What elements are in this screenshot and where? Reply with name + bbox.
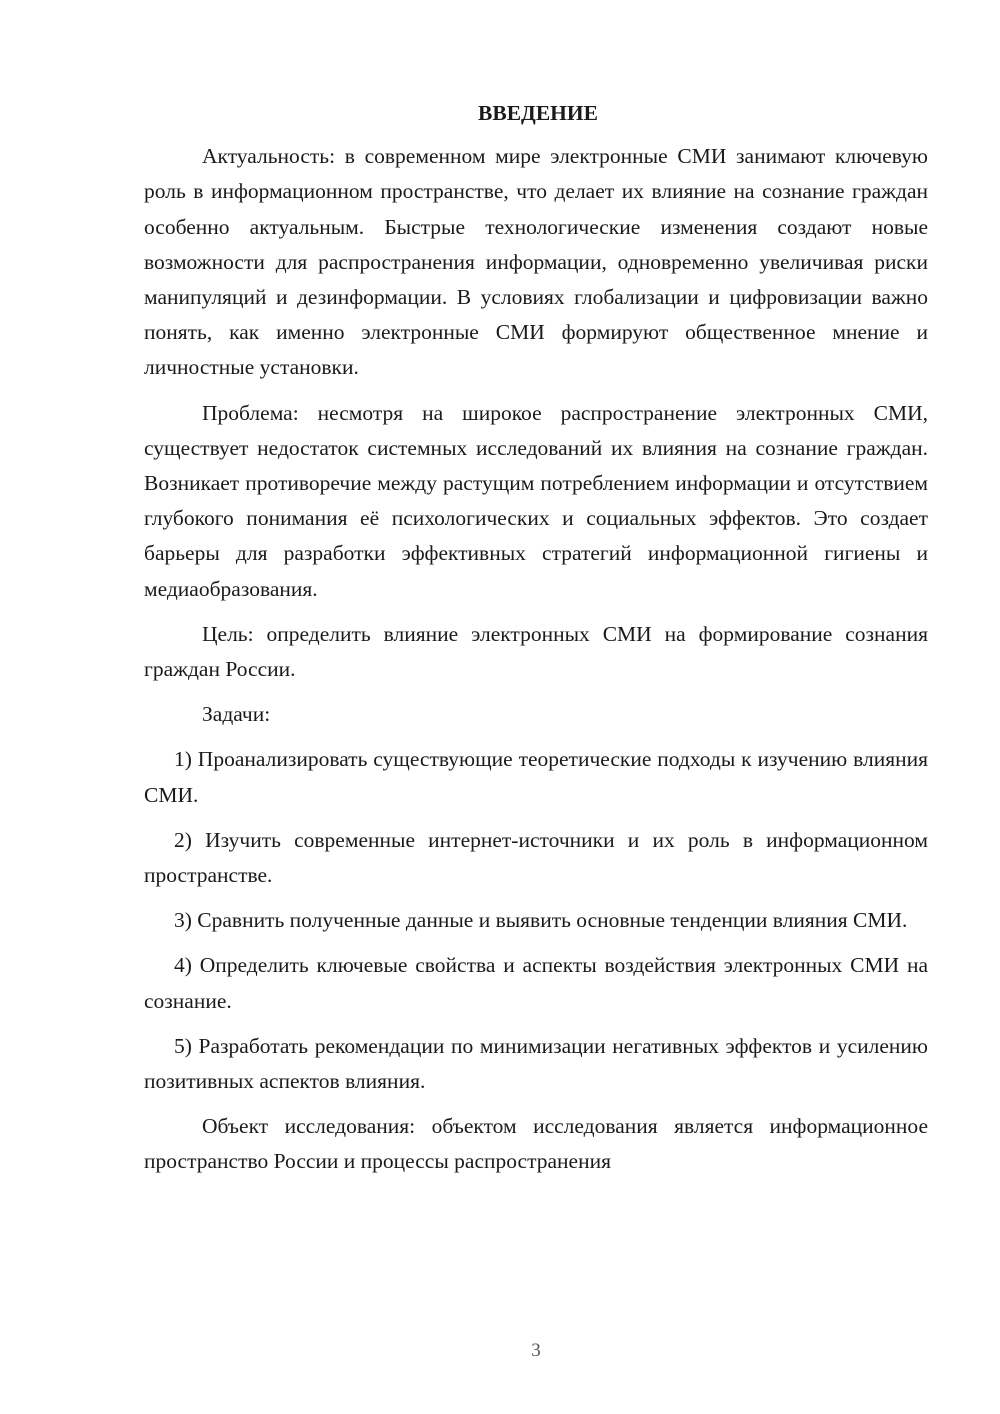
paragraph-relevance: Актуальность: в современном мире электронные СМИ занимают ключевую роль в информационном пространстве, что делает их влияние на сознание граждан особенно актуальным. Быстрые технологические изменения создают новые возможности для распространения информации, одновременно увеличивая риски манипуляций и дезинформации. В условиях глобализации и цифровизации важно понять, как именно электронные СМИ формируют общественное мнение и личностные установки. bbox=[144, 144, 928, 380]
task-item-3: 3) Сравнить полученные данные и выявить основные тенденции влияния СМИ. bbox=[174, 908, 908, 933]
paragraph-goal: Цель: определить влияние электронных СМИ на формирование сознания граждан России. bbox=[144, 621, 928, 682]
page-number: 3 bbox=[531, 1340, 541, 1361]
tasks-label: Задачи: bbox=[202, 702, 271, 727]
task-item-4: 4) Определить ключевые свойства и аспекты воздействия электронных СМИ на сознание. bbox=[144, 953, 928, 1013]
paragraph-object: Объект исследования: объектом исследования является информационное пространство России и процессы распространения bbox=[144, 1114, 928, 1174]
task-item-2: 2) Изучить современные интернет-источники и их роль в информационном пространстве. bbox=[144, 827, 928, 888]
task-item-5: 5) Разработать рекомендации по минимизации негативных эффектов и усилению позитивных аспектов влияния. bbox=[144, 1033, 928, 1094]
paragraph-problem: Проблема: несмотря на широкое распространение электронных СМИ, существует недостаток системных исследований их влияния на сознание граждан. Возникает противоречие между растущим потреблением информации и отсутствием глубокого понимания её психологических и социальных эффектов. Это создает барьеры для разработки эффективных стратегий информационной гигиены и медиаобразования. bbox=[144, 400, 928, 601]
task-item-1: 1) Проанализировать существующие теоретические подходы к изучению влияния СМИ. bbox=[144, 747, 928, 807]
section-heading: ВВЕДЕНИЕ bbox=[478, 101, 598, 125]
